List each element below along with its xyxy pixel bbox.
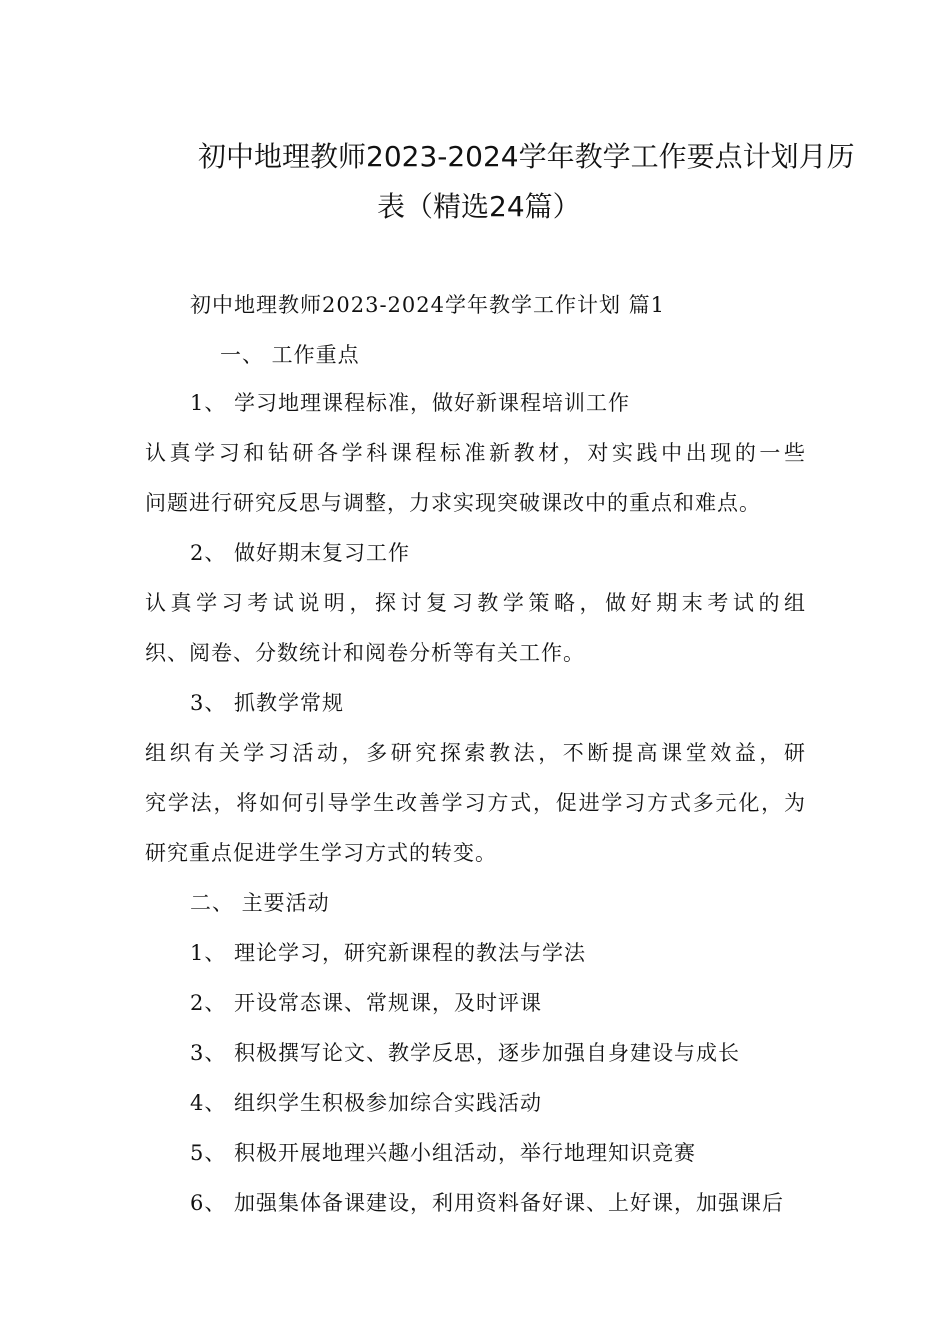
item-heading-2: 2、 做好期末复习工作 (190, 541, 411, 565)
paragraph-line: 问题进行研究反思与调整，力求实现突破课改中的重点和难点。 (145, 491, 761, 515)
paragraph-line: 研究重点促进学生学习方式的转变。 (145, 841, 497, 865)
paragraph-line: 认真学习和钻研各学科课程标准新教材，对实践中出现的一些 (145, 441, 805, 465)
paragraph-line: 认真学习考试说明，探讨复习教学策略，做好期末考试的组 (145, 591, 805, 615)
paragraph-line: 组织有关学习活动，多研究探索教法，不断提高课堂效益，研 (145, 741, 805, 765)
paragraph-line: 织、阅卷、分数统计和阅卷分析等有关工作。 (145, 641, 585, 665)
article-subtitle: 初中地理教师2023-2024学年教学工作计划 篇1 (190, 293, 666, 317)
section-heading-work-focus: 一、 工作重点 (220, 343, 360, 367)
item-heading-3: 3、 抓教学常规 (190, 691, 345, 715)
list-item: 1、 理论学习，研究新课程的教法与学法 (190, 941, 587, 965)
item-heading-1: 1、 学习地理课程标准，做好新课程培训工作 (190, 391, 631, 415)
paragraph-line: 究学法，将如何引导学生改善学习方式，促进学习方式多元化，为 (145, 791, 805, 815)
list-item: 4、 组织学生积极参加综合实践活动 (190, 1091, 543, 1115)
document-title-line1: 初中地理教师2023-2024学年教学工作要点计划月历 (198, 140, 855, 173)
document-title-line2: 表（精选24篇） (377, 190, 581, 223)
list-item: 6、 加强集体备课建设，利用资料备好课、上好课，加强课后 (190, 1191, 785, 1215)
list-item: 5、 积极开展地理兴趣小组活动，举行地理知识竞赛 (190, 1141, 697, 1165)
list-item: 3、 积极撰写论文、教学反思，逐步加强自身建设与成长 (190, 1041, 741, 1065)
section-heading-main-activities: 二、 主要活动 (190, 891, 330, 915)
list-item: 2、 开设常态课、常规课，及时评课 (190, 991, 543, 1015)
